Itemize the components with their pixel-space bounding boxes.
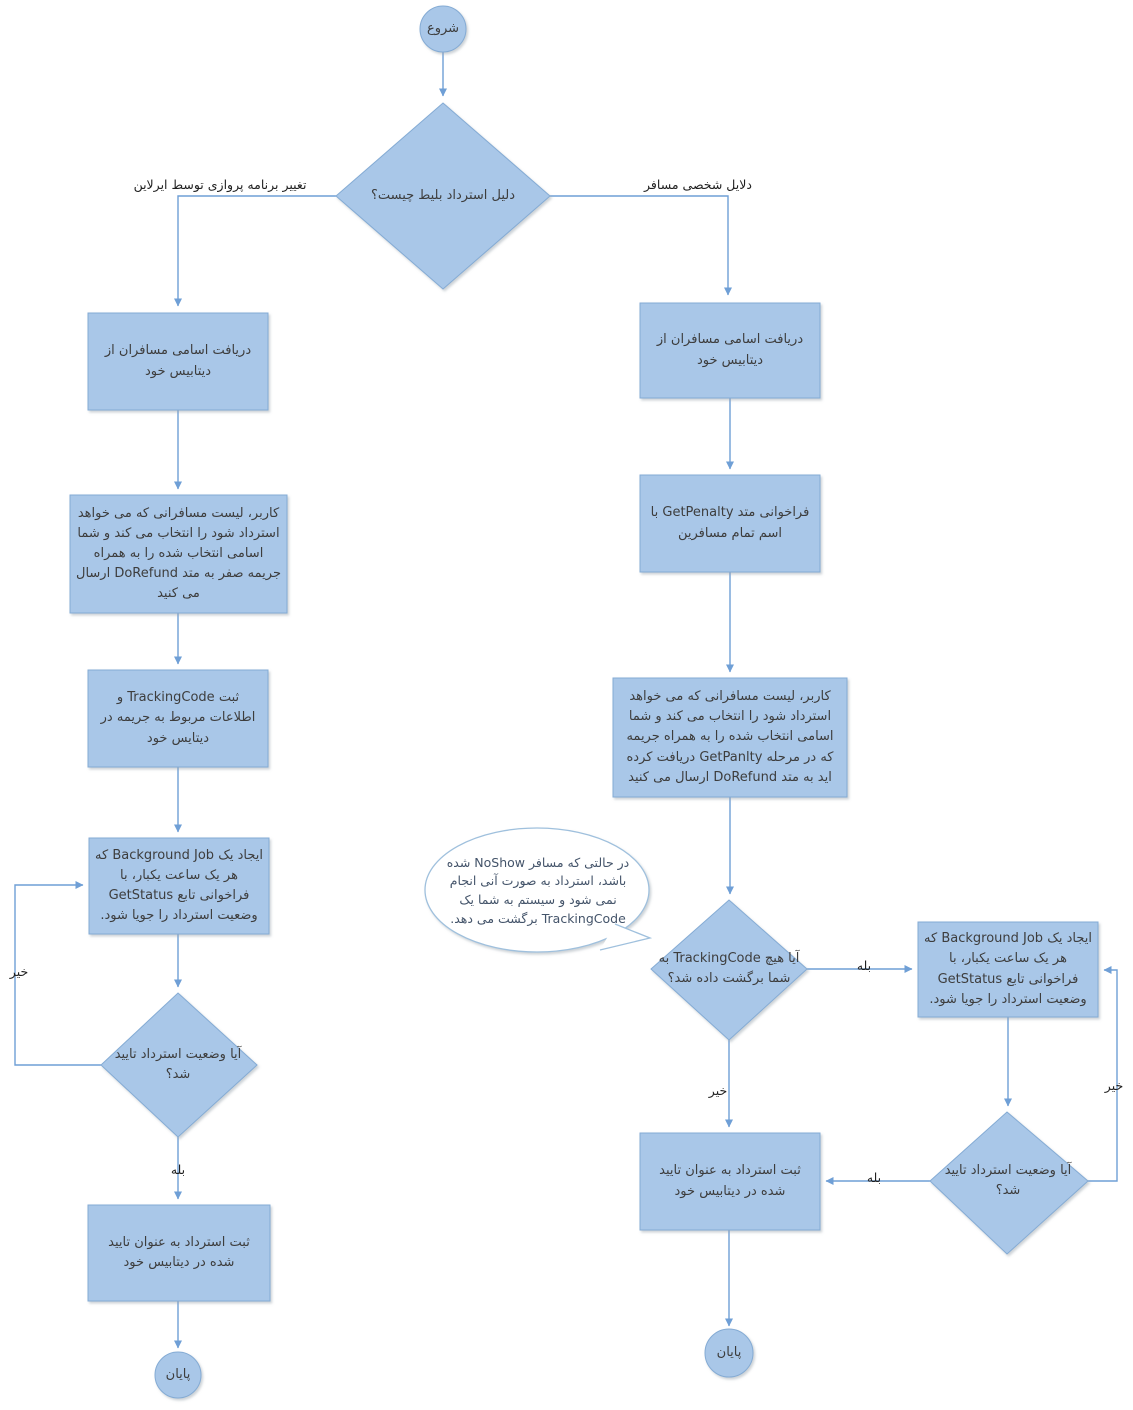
right-loop-no-label: خیر xyxy=(1104,1078,1124,1093)
edge-left-decision-no-loop xyxy=(15,885,101,1065)
right-status-decision-diamond xyxy=(930,1112,1088,1254)
left-status-decision-diamond xyxy=(101,993,257,1137)
right-get-names-label: دریافت اسامی مسافران از دیتابیس خود xyxy=(656,332,804,368)
left-get-names-label: دریافت اسامی مسافران از دیتابیس خود xyxy=(104,343,252,379)
right-tracking-no-label: خیر xyxy=(708,1083,728,1098)
right-tracking-decision-diamond xyxy=(651,900,807,1040)
main-decision-diamond xyxy=(336,103,550,289)
branch-airline-label: تغییر برنامه پروازی توسط ایرلاین xyxy=(133,177,307,192)
right-background-job-label: ایجاد یک Background Job که هر یک ساعت یکبار، با فراخوانی تابع GetStatus وضعیت استرداد را جویا شود. xyxy=(924,931,1092,1007)
left-box-get-names xyxy=(88,313,268,410)
left-box-background-job xyxy=(89,838,269,934)
right-box-get-names xyxy=(640,303,820,398)
left-yes-label: بله xyxy=(170,1162,186,1177)
main-decision-label: دلیل استرداد بلیط چیست؟ xyxy=(370,187,516,203)
right-status-decision-label: آیا وضعیت استرداد تایید شد؟ xyxy=(944,1162,1072,1198)
left-save-confirmed-label: ثبت استرداد به عنوان تایید شده در دیتابیس خود xyxy=(108,1234,250,1270)
left-save-tracking-label: ثبت TrackingCode و اطلاعات مربوط به جریمه در دیتایس خود xyxy=(100,690,256,746)
left-background-job-label: ایجاد یک Background Job که هر یک ساعت یکبار، با فراخوانی تابع GetStatus وضعیت استرداد را جویا شود. xyxy=(95,847,263,924)
right-select-send-label: کاربر، لیست مسافرانی که می خواهد استرداد شود را انتخاب می کند و شما اسامی انتخاب شده را به همراه جریمه که در مرحله GetPanlty دریافت کرده اید به متد DoRefund ارسال می کنید xyxy=(626,689,834,785)
right-box-select-send xyxy=(613,678,847,797)
noshow-callout-label: در حالتی که مسافر NoShow شده باشد، استرداد به صورت آنی انجام نمی شود و سیستم به شما یک TrackingCode برگشت می دهد. xyxy=(446,854,630,926)
edge-branch-airline xyxy=(178,196,336,306)
right-box-get-penalty xyxy=(640,475,820,572)
left-end-label: پایان xyxy=(165,1366,191,1382)
branch-personal-label: دلایل شخصی مسافر xyxy=(644,177,752,192)
right-end-label: پایان xyxy=(716,1344,742,1360)
start-circle xyxy=(420,6,466,52)
start-label: شروع xyxy=(426,20,460,36)
left-box-save-tracking xyxy=(88,670,268,767)
right-tracking-yes-label: بله xyxy=(856,958,872,973)
right-status-yes-label: بله xyxy=(866,1170,882,1185)
right-tracking-decision-label: آیا هیچ TrackingCode به شما برگشت داده شد؟ xyxy=(658,950,800,986)
right-box-save-confirmed xyxy=(640,1133,820,1230)
left-status-decision-label: آیا وضعیت استرداد تایید شد؟ xyxy=(114,1046,242,1082)
left-box-select-send xyxy=(70,495,287,613)
left-loop-no-label: خیر xyxy=(9,964,29,979)
edge-branch-personal xyxy=(550,196,728,295)
right-box-background-job xyxy=(918,922,1098,1017)
left-end-circle xyxy=(155,1352,201,1398)
right-save-confirmed-label: ثبت استرداد به عنوان تایید شده در دیتابیس خود xyxy=(659,1163,801,1199)
left-box-save-confirmed xyxy=(88,1205,270,1301)
noshow-callout-bubble xyxy=(425,828,650,952)
right-get-penalty-label: فراخوانی متد GetPenalty با اسم تمام مسافرین xyxy=(650,505,810,541)
left-select-send-label: کاربر، لیست مسافرانی که می خواهد استرداد شود را انتخاب می کند و شما اسامی انتخاب شده را به همراه جریمه صفر به متد DoRefund ارسال می کنید xyxy=(76,505,281,602)
right-end-circle xyxy=(705,1329,753,1377)
